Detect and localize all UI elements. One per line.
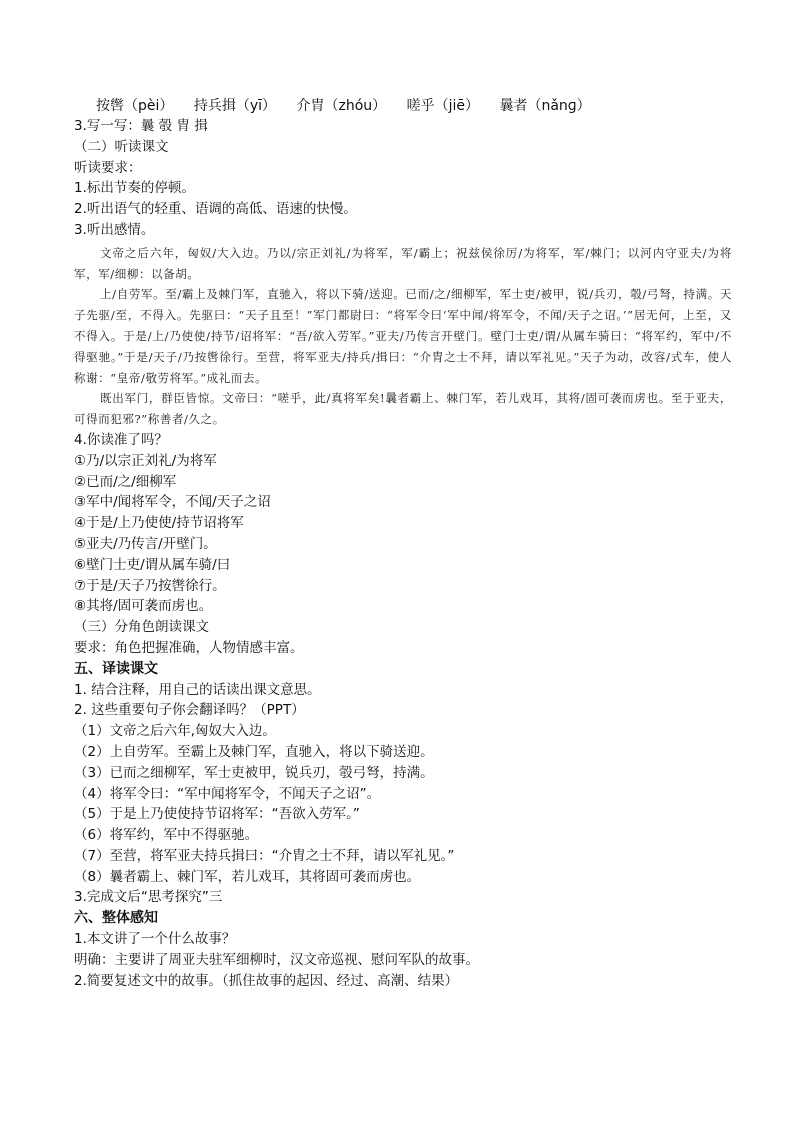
rhythm-item: ⑧其将/固可袭而虏也。 [74,598,213,615]
translate-item: 1. 结合注释，用自己的话读出课文意思。 [74,681,321,698]
sentence-item: （1）文帝之后六年,匈奴大入边。 [74,723,276,740]
question-heading: 4.你读准了吗？ [74,431,168,448]
summary-item: 1.本文讲了一个什么故事？ [74,931,236,948]
pinyin-item: 曩者（nǎnɡ） [499,98,591,114]
section-heading: （三）分角色朗读课文 [74,619,209,636]
rhythm-item: ⑦于是/天子乃按辔徐行。 [74,577,226,594]
sentence-item: （6）将军约，军中不得驱驰。 [74,827,259,844]
sentence-item: （7）至营，将军亚夫持兵揖曰：“介胄之士不拜，请以军礼见。” [74,847,455,864]
rhythm-item: ②已而/之/细柳军 [74,473,177,490]
pinyin-item: 持兵揖（yī） [193,98,277,114]
rhythm-item: ④于是/上乃使使/持节诏将军 [74,515,244,532]
section-heading: （二）听读课文 [74,138,169,155]
section-heading-6: 六、整体感知 [74,910,158,927]
translate-item: 2. 这些重要句子你会翻译吗？（PPT） [74,702,305,719]
rhythm-item: ③军中/闻将军令，不闻/天子之诏 [74,494,271,511]
sentence-item: （5）于是上乃使使持节诏将军：“吾欲入劳军。” [74,806,360,823]
requirement-item: 2.听出语气的轻重、语调的高低、语速的快慢。 [74,201,357,218]
sentence-item: （2）上自劳军。至霸上及棘门军，直驰入，将以下骑送迎。 [74,743,434,760]
pinyin-item: 嗟乎（jiē） [406,98,480,114]
translate-item: 3.完成文后“思考探究”三 [74,889,223,906]
requirement-text: 要求：角色把握准确，人物情感丰富。 [74,639,304,656]
passage-paragraph: 既出军门，群臣皆惊。文帝曰：“嗟乎，此/真将军矣!曩者霸上、棘门军，若儿戏耳，其将/固可袭而虏也。至于亚夫，可得而犯邪?”称善者/久之。 [74,391,732,427]
write-task: 3.写一写：曩 彀 胄 揖 [74,118,208,134]
pinyin-item: 按辔（pèi） [96,98,174,114]
summary-item: 2.简要复述文中的故事。（抓住故事的起因、经过、高潮、结果） [74,972,459,989]
requirement-item: 1.标出节奏的停顿。 [74,180,195,197]
pinyin-row [74,96,734,116]
pinyin-item: 介胄（zhóu） [296,98,387,114]
rhythm-item: ⑤亚夫/乃传言/开壁门。 [74,535,217,552]
requirement-label: 听读要求： [74,159,142,176]
rhythm-item: ⑥壁门士吏/谓从属车骑/曰 [74,556,231,573]
passage-paragraph: 文帝之后六年，匈奴/大入边。乃以/宗正刘礼/为将军，军/霸上；祝兹侯徐厉/为将军，军/棘门；以河内守亚夫/为将军，军/细柳：以备胡。 [74,245,732,281]
requirement-item: 3.听出感情。 [74,221,155,238]
summary-item: 明确：主要讲了周亚夫驻军细柳时，汉文帝巡视、慰问军队的故事。 [74,951,479,968]
passage-paragraph: 上/自劳军。至/霸上及棘门军，直驰入，将以下骑/送迎。已而/之/细柳军，军士吏/被甲，锐/兵刃，彀/弓弩，持满。天子先驱/至，不得入。先驱曰：“天子且至！”军门都尉曰：“将军令曰‘军中闻/将军令，不闻/天子之诏。’”居无何，上至，又不得入。于是/上/乃使使/持节/诏将军：“吾/欲入劳军。”亚夫/乃传言开壁门。壁门士吏/谓/从属车骑曰：“将军约，军中/不得驱驰。”于是/天子/乃按辔徐行。至营，将军亚夫/持兵/揖曰：“介胄之士不拜，请以军礼见。”天子为动，改容/式车，使人称谢：“皇帝/敬劳将军。”成礼而去。 [74,287,732,385]
sentence-item: （3）已而之细柳军，军士吏被甲，锐兵刃，彀弓弩，持满。 [74,764,434,781]
rhythm-item: ①乃/以宗正刘礼/为将军 [74,452,217,469]
classical-passage [74,243,732,430]
section-heading-5: 五、译读课文 [74,660,158,677]
sentence-item: （4）将军令曰：“军中闻将军令，不闻天子之诏”。 [74,785,381,802]
document-page [74,96,734,991]
sentence-item: （8）曩者霸上、棘门军，若儿戏耳，其将固可袭而虏也。 [74,868,421,885]
